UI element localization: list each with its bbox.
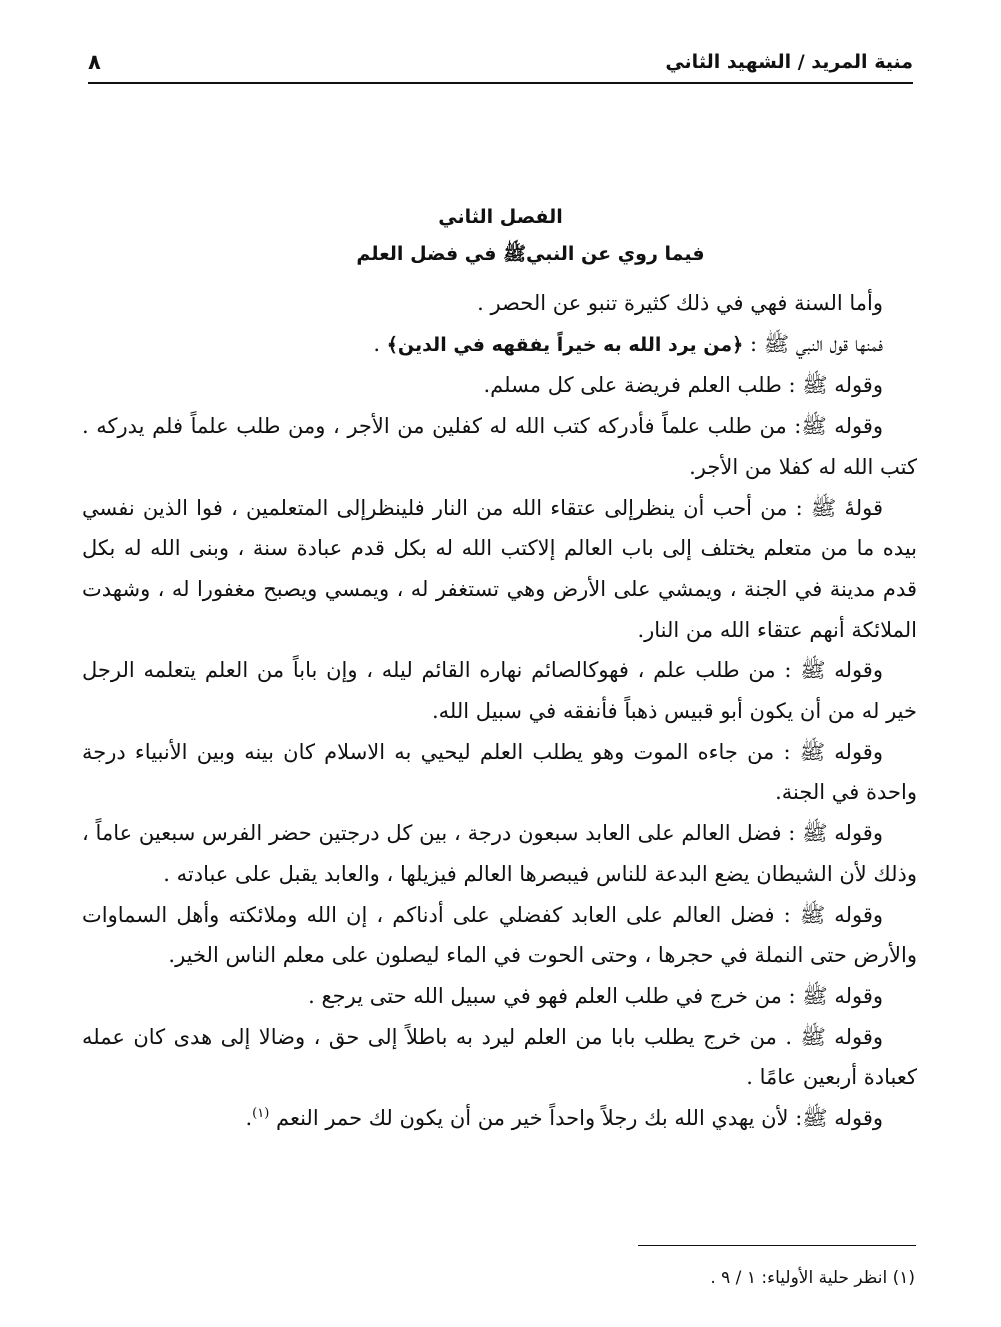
footnote-reference[interactable]: (١) xyxy=(252,1106,270,1122)
paragraph-text: وقوله ﷺ . من خرج يطلب بابا من العلم ليرد به باطلاً إلى حق ، وضالا إلى هدى كان عمله كعبادة أربعين عامًا . xyxy=(82,1024,917,1090)
paragraph-text: وقوله ﷺ : طلب العلم فريضة على كل مسلم. xyxy=(483,373,883,398)
footnote: (١) انظر حلية الأولياء: ١ / ٩ . xyxy=(710,1268,915,1288)
paragraph xyxy=(82,732,917,813)
chapter-title: الفصل الثاني xyxy=(438,206,563,228)
paragraph xyxy=(82,365,917,406)
paragraph-text: وقوله ﷺ : من خرج في طلب العلم فهو في سبيل الله حتى يرجع . xyxy=(308,983,883,1008)
paragraph-tail: . xyxy=(245,1106,253,1131)
paragraph xyxy=(82,488,917,651)
page-number: ٨ xyxy=(88,50,101,74)
paragraph-text: وأما السنة فهي في ذلك كثيرة تنبو عن الحصر . xyxy=(477,291,883,315)
paragraph xyxy=(82,813,917,894)
paragraph xyxy=(82,976,917,1017)
chapter-heading xyxy=(88,200,913,274)
paragraph xyxy=(82,650,917,731)
paragraph-text: وقوله ﷺ : من جاءه الموت وهو يطلب العلم ليحيي به الاسلام كان بينه وبين الأنبياء درجة واحدة في الجنة. xyxy=(82,739,917,805)
body-text xyxy=(82,283,917,1139)
paragraph-tail: . xyxy=(373,331,387,356)
paragraph-text: وقوله ﷺ : من طلب علم ، فهوكالصائم نهاره القائم ليله ، وإن باباً من العلم يتعلمه الرجل خير له من أن يكون أبو قبيس ذهباً فأنفقه في سبيل الله. xyxy=(82,658,917,724)
hadith-quote: ﴿من يرد الله به خيراً يفقهه في الدين﴾ xyxy=(386,333,744,356)
paragraph-text: وقوله ﷺ : فضل العالم على العابد كفضلي على أدناكم ، إن الله وملائكته وأهل السماوات والأرض حتى النملة في حجرها ، وحتى الحوت في الماء ليصلون على معلم الناس الخير. xyxy=(82,902,917,968)
chapter-subtitle: فيما روي عن النبيﷺ في فضل العلم xyxy=(356,243,705,265)
paragraph xyxy=(82,406,917,487)
paragraph-text: وقوله ﷺ : فضل العالم على العابد سبعون درجة ، بين كل درجتين حضر الفرس سبعين عاماً ، وذلك لأن الشيطان يضع البدعة للناس فيبصرها العالم فيزيلها ، والعابد يقبل على عبادته . xyxy=(82,821,917,886)
paragraph xyxy=(82,895,917,976)
paragraph xyxy=(82,283,917,324)
paragraph-text: وقوله ﷺ: من طلب علماً فأدركه كتب الله له كفلين من الأجر ، ومن طلب علماً فلم يدركه . كتب الله له كفلا من الأجر. xyxy=(82,414,917,479)
paragraph xyxy=(82,1098,917,1139)
paragraph xyxy=(82,1017,917,1098)
running-title: منية المريد / الشهيد الثاني xyxy=(665,51,913,73)
paragraph-text: وقوله ﷺ: لأن يهدي الله بك رجلاً واحداً خير من أن يكون لك حمر النعم xyxy=(275,1106,883,1131)
page-header xyxy=(88,42,913,84)
paragraph-text: قولهٔ ﷺ : من أحب أن ينظرإلى عتقاء الله من النار فلينظرإلى المتعلمين ، فوا الذين نفسي بيده ما من متعلم يختلف إلى باب العالم إلاكتب الله له بكل قدم عبادة سنة ، وبنى الله له بكل قدم مدينة في الجنة ، ويمشي على الأرض وهي تستغفر له ، ويمسي ويصبح مغفورا له ، وشهدت الملائكة أنهم عتقاء الله من النار. xyxy=(82,495,917,642)
paragraph xyxy=(82,324,917,366)
footnote-divider xyxy=(638,1245,916,1246)
paragraph-lead: فمنها قول النبي ﷺ : xyxy=(743,331,883,356)
